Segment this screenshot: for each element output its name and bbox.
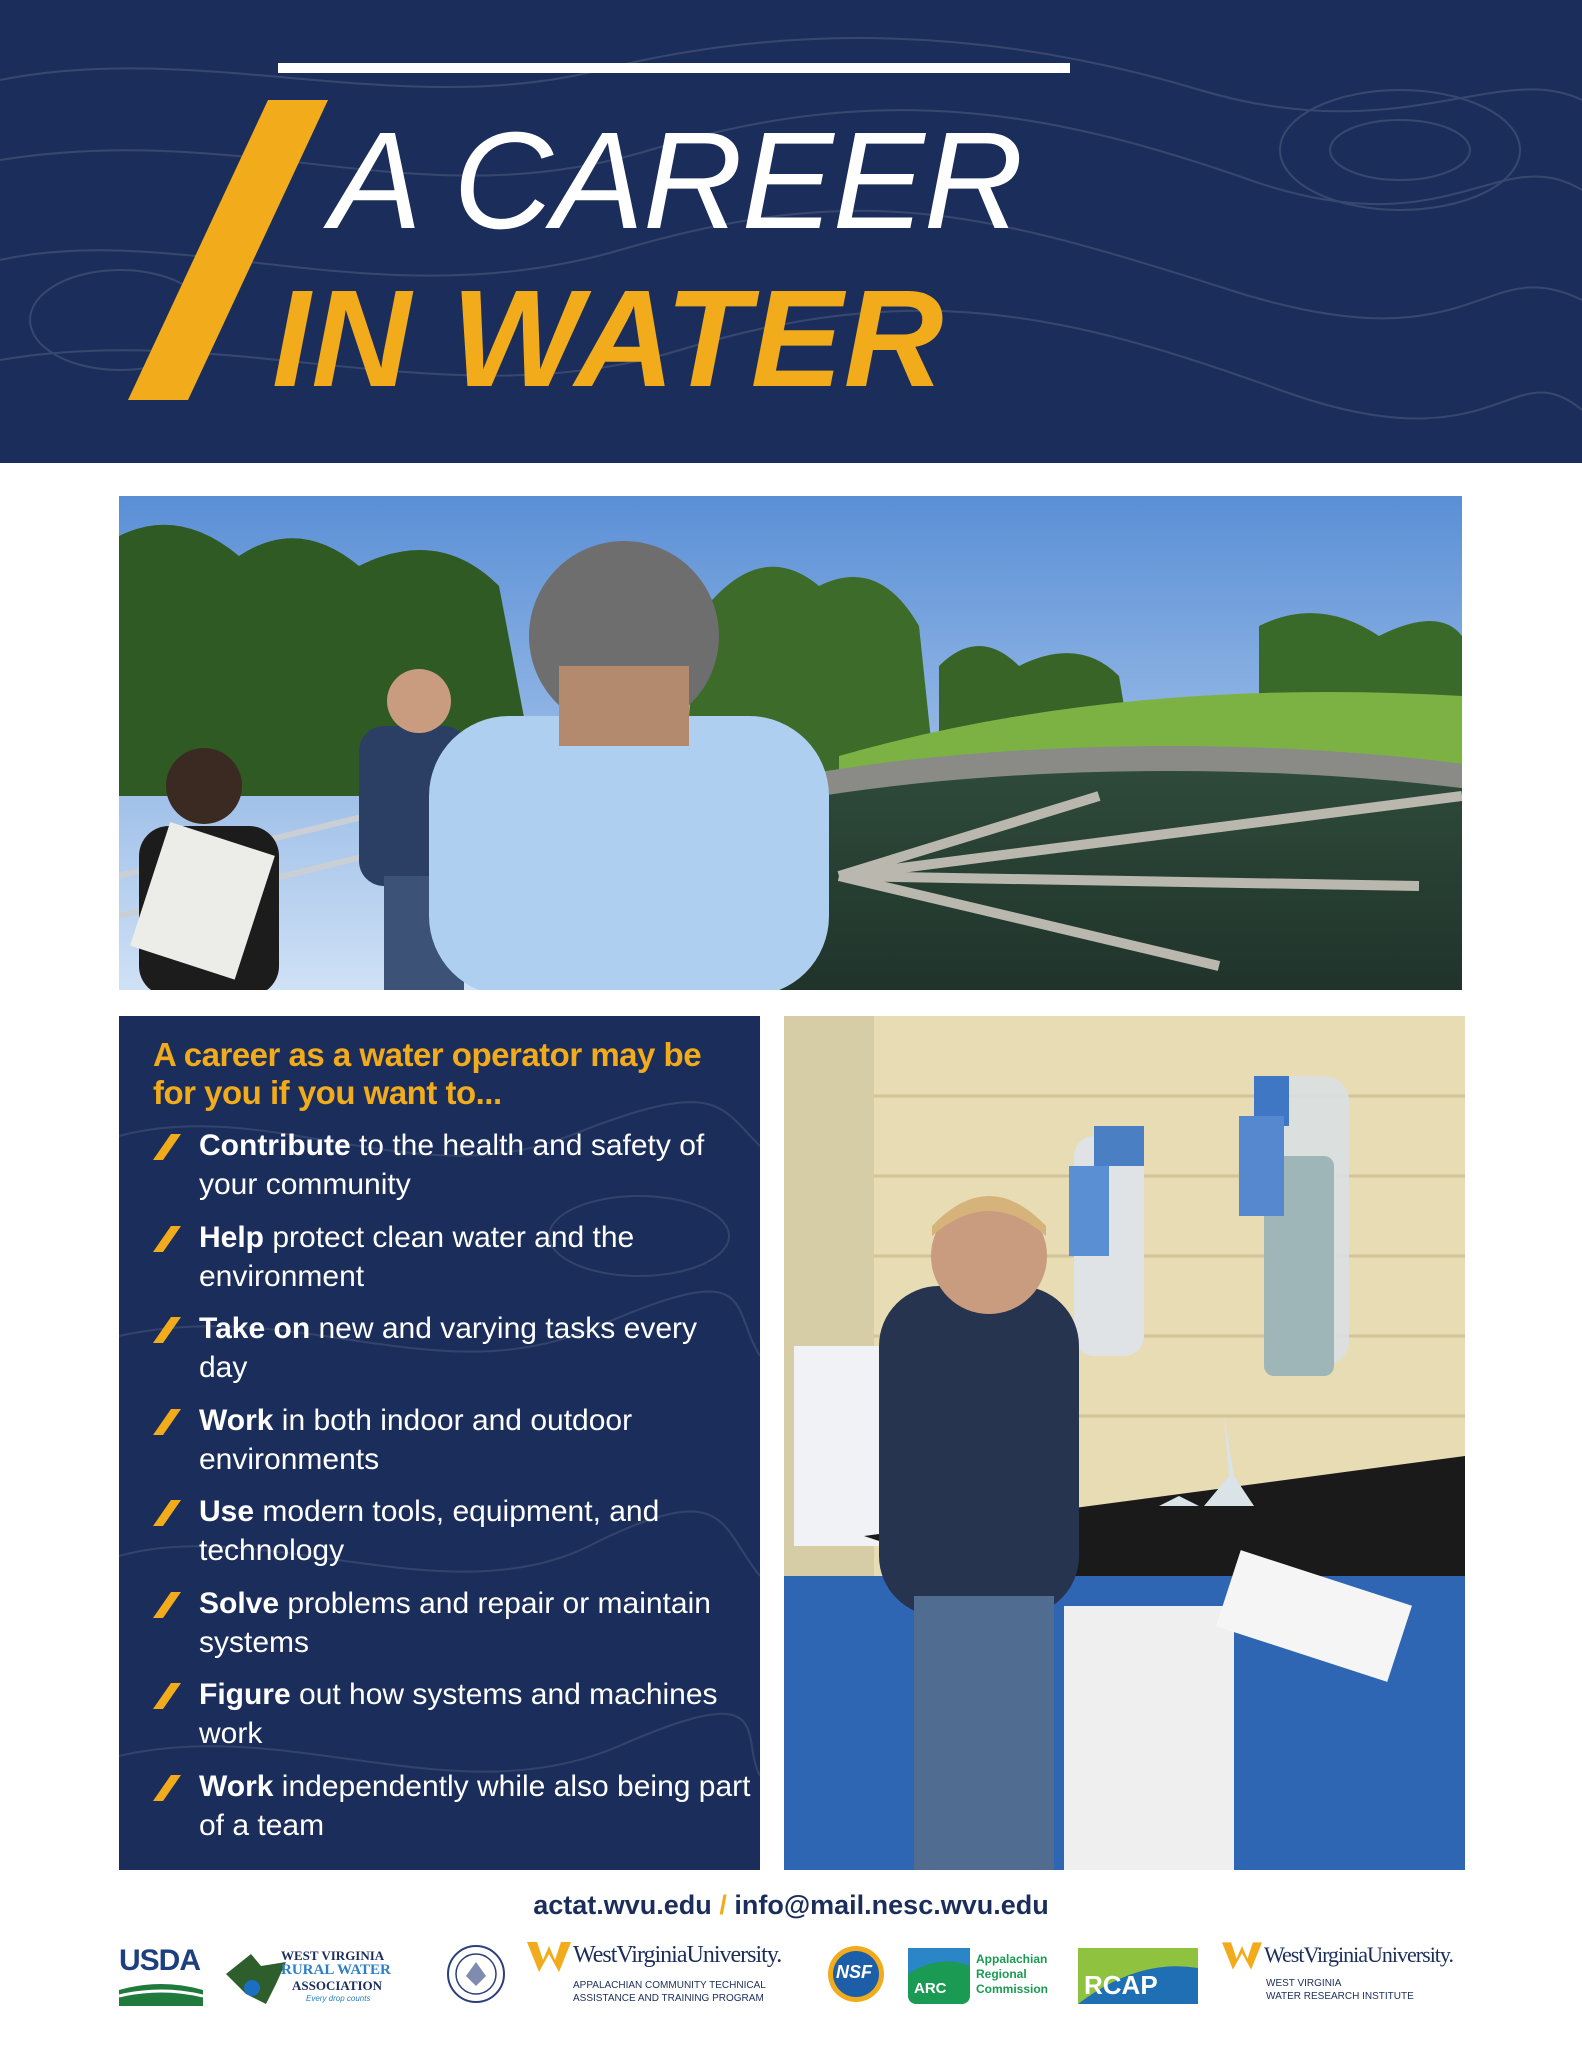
wvu1-sub-2: ASSISTANCE AND TRAINING PROGRAM (573, 1993, 764, 2004)
photo-outdoor-water-plant (119, 496, 1462, 990)
email-link[interactable]: info@mail.nesc.wvu.edu (734, 1890, 1049, 1920)
wvrwa-line-1: WEST VIRGINIA (281, 1948, 385, 1963)
list-item (153, 1218, 753, 1310)
gold-slash-icon (153, 1683, 181, 1709)
federal-seal-icon (446, 1940, 506, 2010)
rcap-logo-text: RCAP (1084, 1970, 1158, 2000)
header-banner (0, 0, 1582, 463)
wvu2-sub-1: WEST VIRGINIA (1266, 1978, 1342, 1989)
photo-lab-operator (784, 1016, 1465, 1870)
benefit-keyword: Contribute (199, 1129, 351, 1162)
arc-line-1: Appalachian (976, 1952, 1048, 1966)
wvrwa-tagline: Every drop counts (306, 1994, 371, 2003)
benefit-text: in both indoor and outdoor environments (199, 1403, 633, 1476)
nsf-logo-text: NSF (836, 1962, 872, 1982)
gold-slash-icon (153, 1317, 181, 1343)
gold-slash-icon (153, 1500, 181, 1526)
list-item (153, 1767, 753, 1859)
list-item (153, 1675, 753, 1767)
arc-badge-text: ARC (914, 1980, 947, 1997)
list-item (153, 1309, 753, 1401)
gold-slash-icon (153, 1134, 181, 1160)
benefit-keyword: Take on (199, 1312, 311, 1345)
wvu1-name: WestVirginiaUniversity. (573, 1942, 782, 1968)
partner-logos (0, 1940, 1582, 2020)
list-item (153, 1126, 753, 1218)
usda-logo-text: USDA (119, 1944, 201, 1977)
benefit-keyword: Help (199, 1220, 265, 1254)
contact-line (0, 1888, 1582, 1922)
wvu2-sub-2: WATER RESEARCH INSTITUTE (1266, 1991, 1414, 2002)
wvu-water-research-logo (1222, 1940, 1472, 2010)
benefits-panel (119, 1016, 760, 1870)
contact-separator: / (719, 1890, 727, 1920)
website-link[interactable]: actat.wvu.edu (533, 1890, 712, 1920)
title-line-2: IN WATER (272, 262, 945, 416)
arc-line-3: Commission (976, 1982, 1049, 1996)
wvu-actat-logo (527, 1940, 807, 2010)
usda-logo (119, 1940, 203, 2010)
gold-slash-icon (153, 1226, 181, 1252)
gold-slash-icon (153, 1409, 181, 1435)
gold-slash-icon (153, 1775, 181, 1801)
benefit-keyword: Solve (199, 1586, 280, 1620)
gold-slash-icon (153, 1592, 181, 1618)
list-item (153, 1492, 753, 1584)
panel-heading: A career as a water operator may be for you if you want to... (153, 1036, 702, 1111)
benefit-text: protect clean water and the environment (199, 1220, 635, 1293)
arc-line-2: Regional (976, 1967, 1027, 1981)
benefit-text: out how systems and machines work (199, 1678, 718, 1750)
benefit-text: independently while also being part of a team (199, 1769, 751, 1842)
list-item (153, 1401, 753, 1493)
wvu1-sub-1: APPALACHIAN COMMUNITY TECHNICAL (573, 1980, 766, 1991)
wvu2-name: WestVirginiaUniversity. (1264, 1942, 1453, 1967)
benefit-keyword: Figure (199, 1678, 291, 1711)
rcap-logo (1078, 1940, 1198, 2010)
benefit-text: to the health and safety of your community (199, 1129, 705, 1201)
wvrwa-line-3: ASSOCIATION (292, 1978, 383, 1993)
arc-logo (908, 1940, 1068, 2010)
benefit-text: problems and repair or maintain systems (199, 1586, 711, 1659)
benefit-keyword: Work (199, 1769, 274, 1803)
wvrwa-line-2: RURAL WATER (281, 1962, 391, 1978)
benefits-list (153, 1126, 753, 1858)
wv-rural-water-logo (226, 1940, 426, 2010)
benefit-text: new and varying tasks every day (199, 1312, 697, 1384)
benefit-keyword: Use (199, 1495, 255, 1528)
benefit-keyword: Work (199, 1403, 274, 1437)
benefit-text: modern tools, equipment, and technology (199, 1495, 660, 1567)
title-line-1: A CAREER (330, 104, 1023, 258)
list-item (153, 1584, 753, 1676)
title-rule (278, 63, 1070, 73)
nsf-logo (826, 1940, 886, 2010)
